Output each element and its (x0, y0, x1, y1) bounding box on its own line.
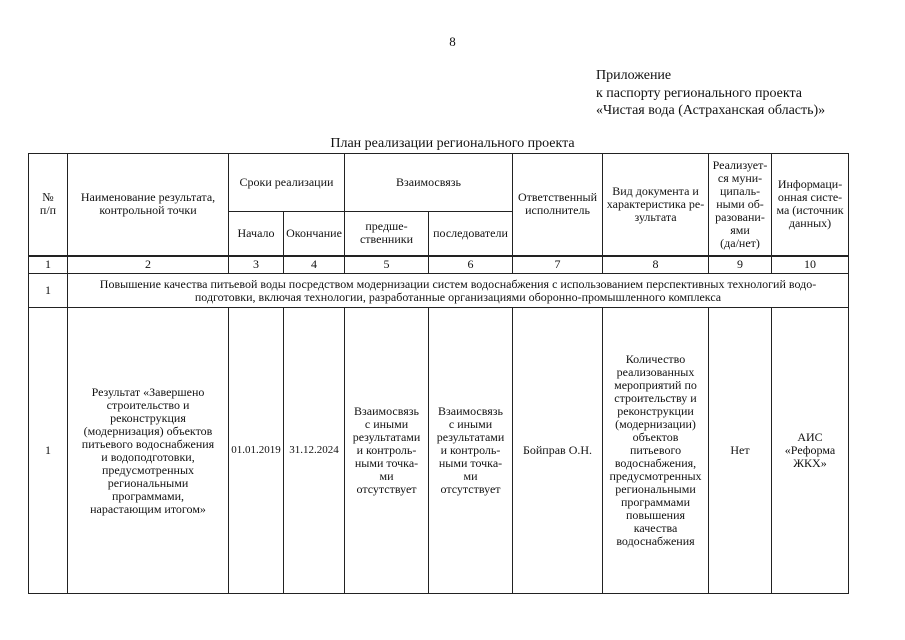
header-predecessors: предше- ственники (345, 212, 429, 256)
column-number: 7 (513, 256, 603, 274)
row-num: 1 (29, 308, 68, 594)
header-info-system: Информаци- онная систе- ма (источник данных) (772, 154, 849, 256)
section-title: Повышение качества питьевой воды посредством модернизации систем водоснабжения с использованием перспективных технологий водо- подготовки, включая технологии, разработанные организациями оборонно-промышленного комплекса (68, 274, 849, 308)
plan-table (28, 153, 849, 594)
page-number: 8 (449, 34, 456, 49)
column-number: 10 (772, 256, 849, 274)
column-number: 2 (68, 256, 229, 274)
header-end: Окончание (284, 212, 345, 256)
appendix-line-2: к паспорту регионального проекта (596, 85, 802, 101)
appendix-line-1: Приложение (596, 68, 672, 83)
table-row (29, 308, 849, 594)
section-row (29, 274, 849, 308)
row-end-date: 31.12.2024 (284, 308, 345, 594)
column-number: 6 (429, 256, 513, 274)
plan-title: План реализации регионального проекта (330, 136, 575, 151)
header-document: Вид документа и характеристика ре- зультата (603, 154, 709, 256)
header-followers: последователи (429, 212, 513, 256)
row-followers: Взаимосвязь с иными результатами и контроль- ными точка- ми отсутствует (429, 308, 513, 594)
row-document: Количество реализованных мероприятий по строительству и реконструкции (модернизации) объектов питьевого водоснабжения, предусмотренных региональными программами повышения качества водоснабжения (603, 308, 709, 594)
header-relation: Взаимосвязь (345, 154, 513, 212)
column-number: 4 (284, 256, 345, 274)
row-municipal: Нет (709, 308, 772, 594)
header-responsible: Ответственный исполнитель (513, 154, 603, 256)
column-number: 3 (229, 256, 284, 274)
appendix-caption (596, 67, 825, 120)
row-start-date: 01.01.2019 (229, 308, 284, 594)
header-start: Начало (229, 212, 284, 256)
row-info-system: АИС «Реформа ЖКХ» (772, 308, 849, 594)
header-num: № п/п (29, 154, 68, 256)
header-terms: Сроки реализации (229, 154, 345, 212)
header-municipal: Реализует- ся муни- ципаль- ными об- разовани- ями (да/нет) (709, 154, 772, 256)
header-name: Наименование результата, контрольной точки (68, 154, 229, 256)
column-number: 1 (29, 256, 68, 274)
row-predecessors: Взаимосвязь с иными результатами и контроль- ными точка- ми отсутствует (345, 308, 429, 594)
header-row-top (29, 154, 849, 212)
appendix-line-3: «Чистая вода (Астраханская область)» (596, 103, 826, 118)
row-responsible: Бойправ О.Н. (513, 308, 603, 594)
row-result-name: Результат «Завершено строительство и реконструкция (модернизация) объектов питьевого водоснабжения и водоподготовки, предусмотренных региональными программами, нарастающим итогом» (68, 308, 229, 594)
column-number: 8 (603, 256, 709, 274)
section-num: 1 (29, 274, 68, 308)
column-number-row (29, 256, 849, 274)
column-number: 5 (345, 256, 429, 274)
column-number: 9 (709, 256, 772, 274)
